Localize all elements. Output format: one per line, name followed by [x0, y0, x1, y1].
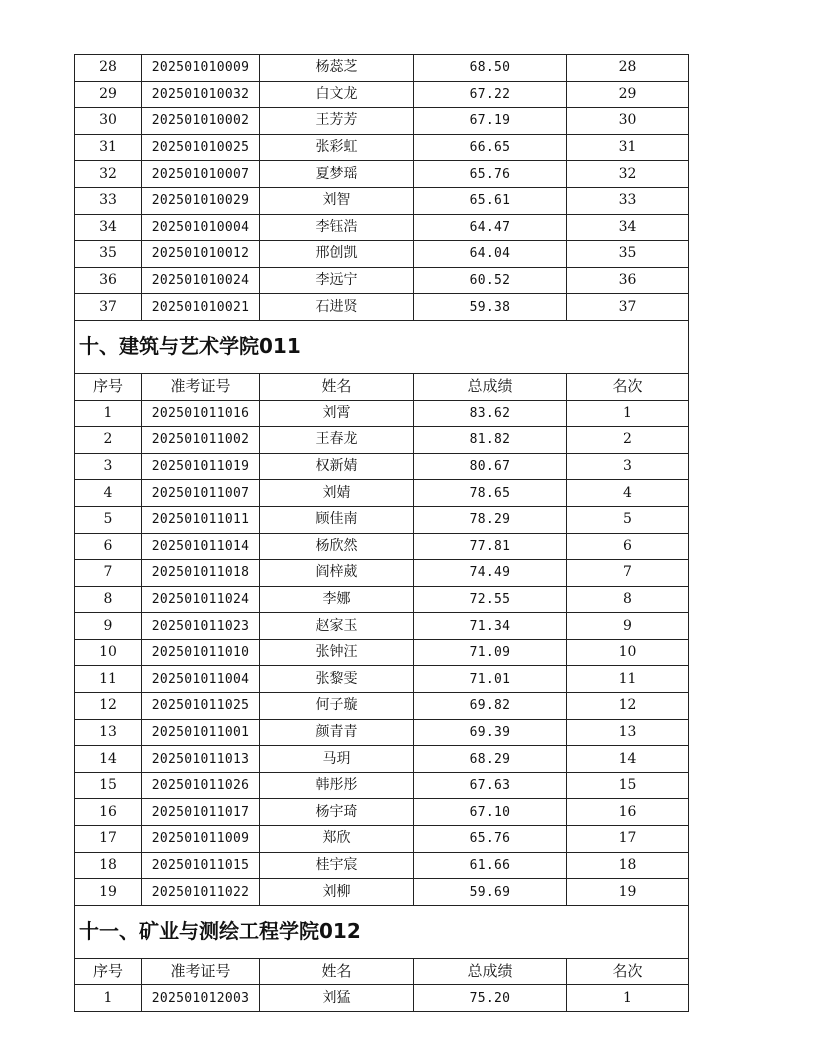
cell-rank: 36: [567, 267, 689, 294]
table-row: [75, 586, 689, 613]
cell-id: 202501011023: [142, 613, 260, 640]
table-row: [75, 214, 689, 241]
column-header-name: 姓名: [260, 958, 414, 985]
table-row: [75, 453, 689, 480]
cell-rank: 16: [567, 799, 689, 826]
cell-score: 64.47: [414, 214, 567, 241]
cell-score: 72.55: [414, 586, 567, 613]
cell-rank: 2: [567, 427, 689, 454]
cell-no: 5: [75, 506, 142, 533]
cell-id: 202501011024: [142, 586, 260, 613]
cell-score: 74.49: [414, 560, 567, 587]
cell-rank: 12: [567, 693, 689, 720]
column-header-name: 姓名: [260, 373, 414, 400]
table-row: [75, 719, 689, 746]
cell-score: 69.82: [414, 693, 567, 720]
cell-rank: 7: [567, 560, 689, 587]
cell-name: 刘智: [260, 187, 414, 214]
cell-rank: 35: [567, 241, 689, 268]
table-row: [75, 799, 689, 826]
cell-rank: 11: [567, 666, 689, 693]
cell-no: 34: [75, 214, 142, 241]
table-row: [75, 108, 689, 135]
score-table: [74, 54, 689, 1012]
cell-name: 石进贤: [260, 294, 414, 321]
table-row: [75, 187, 689, 214]
cell-no: 16: [75, 799, 142, 826]
table-row: [75, 533, 689, 560]
cell-score: 75.20: [414, 985, 567, 1012]
cell-id: 202501010004: [142, 214, 260, 241]
cell-rank: 29: [567, 81, 689, 108]
cell-no: 11: [75, 666, 142, 693]
section-heading-row: [75, 320, 689, 373]
cell-rank: 28: [567, 55, 689, 82]
cell-no: 10: [75, 639, 142, 666]
cell-id: 202501011022: [142, 879, 260, 906]
cell-score: 67.10: [414, 799, 567, 826]
cell-name: 杨宇琦: [260, 799, 414, 826]
cell-no: 29: [75, 81, 142, 108]
cell-score: 80.67: [414, 453, 567, 480]
table-row: [75, 161, 689, 188]
cell-name: 邢创凯: [260, 241, 414, 268]
cell-score: 77.81: [414, 533, 567, 560]
cell-rank: 14: [567, 746, 689, 773]
cell-rank: 9: [567, 613, 689, 640]
column-header-rank: 名次: [567, 373, 689, 400]
cell-rank: 30: [567, 108, 689, 135]
cell-name: 王春龙: [260, 427, 414, 454]
cell-name: 夏梦瑶: [260, 161, 414, 188]
table-row: [75, 826, 689, 853]
cell-rank: 17: [567, 826, 689, 853]
cell-no: 2: [75, 427, 142, 454]
cell-id: 202501010032: [142, 81, 260, 108]
table-row: [75, 81, 689, 108]
cell-id: 202501011018: [142, 560, 260, 587]
section-title: 十、建筑与艺术学院011: [75, 320, 689, 373]
cell-rank: 1: [567, 400, 689, 427]
cell-rank: 31: [567, 134, 689, 161]
cell-name: 李钰浩: [260, 214, 414, 241]
cell-name: 张彩虹: [260, 134, 414, 161]
cell-id: 202501011013: [142, 746, 260, 773]
cell-score: 71.34: [414, 613, 567, 640]
cell-name: 马玥: [260, 746, 414, 773]
table-row: [75, 267, 689, 294]
cell-id: 202501010012: [142, 241, 260, 268]
cell-score: 60.52: [414, 267, 567, 294]
table-row: [75, 241, 689, 268]
cell-no: 35: [75, 241, 142, 268]
section-heading-row: [75, 905, 689, 958]
cell-id: 202501011010: [142, 639, 260, 666]
cell-name: 白文龙: [260, 81, 414, 108]
column-header-id: 准考证号: [142, 958, 260, 985]
cell-id: 202501011004: [142, 666, 260, 693]
cell-id: 202501011016: [142, 400, 260, 427]
column-header-score: 总成绩: [414, 373, 567, 400]
cell-id: 202501010007: [142, 161, 260, 188]
cell-id: 202501011019: [142, 453, 260, 480]
column-header-no: 序号: [75, 958, 142, 985]
table-row: [75, 560, 689, 587]
cell-score: 71.01: [414, 666, 567, 693]
cell-score: 71.09: [414, 639, 567, 666]
cell-rank: 4: [567, 480, 689, 507]
cell-name: 刘柳: [260, 879, 414, 906]
cell-no: 30: [75, 108, 142, 135]
cell-name: 张黎雯: [260, 666, 414, 693]
cell-name: 桂宇宸: [260, 852, 414, 879]
cell-no: 17: [75, 826, 142, 853]
table-row: [75, 879, 689, 906]
cell-rank: 3: [567, 453, 689, 480]
cell-name: 刘霄: [260, 400, 414, 427]
cell-rank: 8: [567, 586, 689, 613]
cell-id: 202501011001: [142, 719, 260, 746]
cell-name: 何子璇: [260, 693, 414, 720]
cell-rank: 18: [567, 852, 689, 879]
table-row: [75, 400, 689, 427]
column-header-row: [75, 373, 689, 400]
cell-no: 14: [75, 746, 142, 773]
cell-rank: 1: [567, 985, 689, 1012]
column-header-rank: 名次: [567, 958, 689, 985]
cell-rank: 34: [567, 214, 689, 241]
column-header-id: 准考证号: [142, 373, 260, 400]
cell-no: 1: [75, 400, 142, 427]
cell-no: 13: [75, 719, 142, 746]
table-row: [75, 746, 689, 773]
cell-score: 68.29: [414, 746, 567, 773]
cell-id: 202501011014: [142, 533, 260, 560]
cell-id: 202501011011: [142, 506, 260, 533]
column-header-no: 序号: [75, 373, 142, 400]
cell-rank: 33: [567, 187, 689, 214]
cell-no: 15: [75, 772, 142, 799]
cell-id: 202501011026: [142, 772, 260, 799]
cell-id: 202501010002: [142, 108, 260, 135]
cell-no: 32: [75, 161, 142, 188]
cell-no: 7: [75, 560, 142, 587]
cell-score: 69.39: [414, 719, 567, 746]
table-row: [75, 506, 689, 533]
cell-score: 59.38: [414, 294, 567, 321]
cell-score: 65.61: [414, 187, 567, 214]
cell-name: 刘婧: [260, 480, 414, 507]
column-header-score: 总成绩: [414, 958, 567, 985]
table-row: [75, 772, 689, 799]
cell-name: 郑欣: [260, 826, 414, 853]
table-row: [75, 294, 689, 321]
cell-score: 59.69: [414, 879, 567, 906]
cell-id: 202501011007: [142, 480, 260, 507]
cell-score: 66.65: [414, 134, 567, 161]
cell-score: 67.63: [414, 772, 567, 799]
cell-no: 33: [75, 187, 142, 214]
cell-id: 202501011002: [142, 427, 260, 454]
cell-name: 杨蕊芝: [260, 55, 414, 82]
cell-name: 王芳芳: [260, 108, 414, 135]
cell-rank: 19: [567, 879, 689, 906]
cell-rank: 37: [567, 294, 689, 321]
cell-score: 68.50: [414, 55, 567, 82]
table-row: [75, 985, 689, 1012]
table-row: [75, 693, 689, 720]
cell-no: 6: [75, 533, 142, 560]
cell-no: 8: [75, 586, 142, 613]
cell-rank: 10: [567, 639, 689, 666]
cell-score: 67.19: [414, 108, 567, 135]
cell-name: 杨欣然: [260, 533, 414, 560]
cell-rank: 13: [567, 719, 689, 746]
cell-score: 67.22: [414, 81, 567, 108]
cell-name: 颜青青: [260, 719, 414, 746]
cell-no: 12: [75, 693, 142, 720]
cell-no: 1: [75, 985, 142, 1012]
table-row: [75, 613, 689, 640]
cell-name: 刘猛: [260, 985, 414, 1012]
cell-name: 李远宁: [260, 267, 414, 294]
cell-score: 78.65: [414, 480, 567, 507]
cell-score: 65.76: [414, 161, 567, 188]
cell-id: 202501010021: [142, 294, 260, 321]
cell-id: 202501010025: [142, 134, 260, 161]
cell-score: 83.62: [414, 400, 567, 427]
section-title: 十一、矿业与测绘工程学院012: [75, 905, 689, 958]
cell-id: 202501011017: [142, 799, 260, 826]
cell-id: 202501011009: [142, 826, 260, 853]
cell-name: 李娜: [260, 586, 414, 613]
cell-score: 64.04: [414, 241, 567, 268]
cell-no: 9: [75, 613, 142, 640]
cell-name: 顾佳南: [260, 506, 414, 533]
cell-rank: 32: [567, 161, 689, 188]
cell-id: 202501012003: [142, 985, 260, 1012]
cell-rank: 6: [567, 533, 689, 560]
cell-id: 202501010029: [142, 187, 260, 214]
cell-rank: 5: [567, 506, 689, 533]
table-row: [75, 852, 689, 879]
cell-id: 202501011025: [142, 693, 260, 720]
cell-score: 78.29: [414, 506, 567, 533]
cell-name: 韩彤彤: [260, 772, 414, 799]
cell-no: 4: [75, 480, 142, 507]
cell-score: 61.66: [414, 852, 567, 879]
cell-id: 202501010009: [142, 55, 260, 82]
cell-name: 赵家玉: [260, 613, 414, 640]
cell-no: 37: [75, 294, 142, 321]
column-header-row: [75, 958, 689, 985]
table-row: [75, 427, 689, 454]
cell-no: 19: [75, 879, 142, 906]
cell-no: 3: [75, 453, 142, 480]
cell-name: 张钟汪: [260, 639, 414, 666]
cell-name: 权新婧: [260, 453, 414, 480]
table-row: [75, 639, 689, 666]
cell-score: 81.82: [414, 427, 567, 454]
cell-no: 31: [75, 134, 142, 161]
cell-no: 18: [75, 852, 142, 879]
table-row: [75, 55, 689, 82]
cell-score: 65.76: [414, 826, 567, 853]
table-row: [75, 666, 689, 693]
cell-no: 28: [75, 55, 142, 82]
cell-id: 202501010024: [142, 267, 260, 294]
table-row: [75, 134, 689, 161]
table-row: [75, 480, 689, 507]
cell-rank: 15: [567, 772, 689, 799]
cell-id: 202501011015: [142, 852, 260, 879]
cell-name: 阎梓葳: [260, 560, 414, 587]
cell-no: 36: [75, 267, 142, 294]
